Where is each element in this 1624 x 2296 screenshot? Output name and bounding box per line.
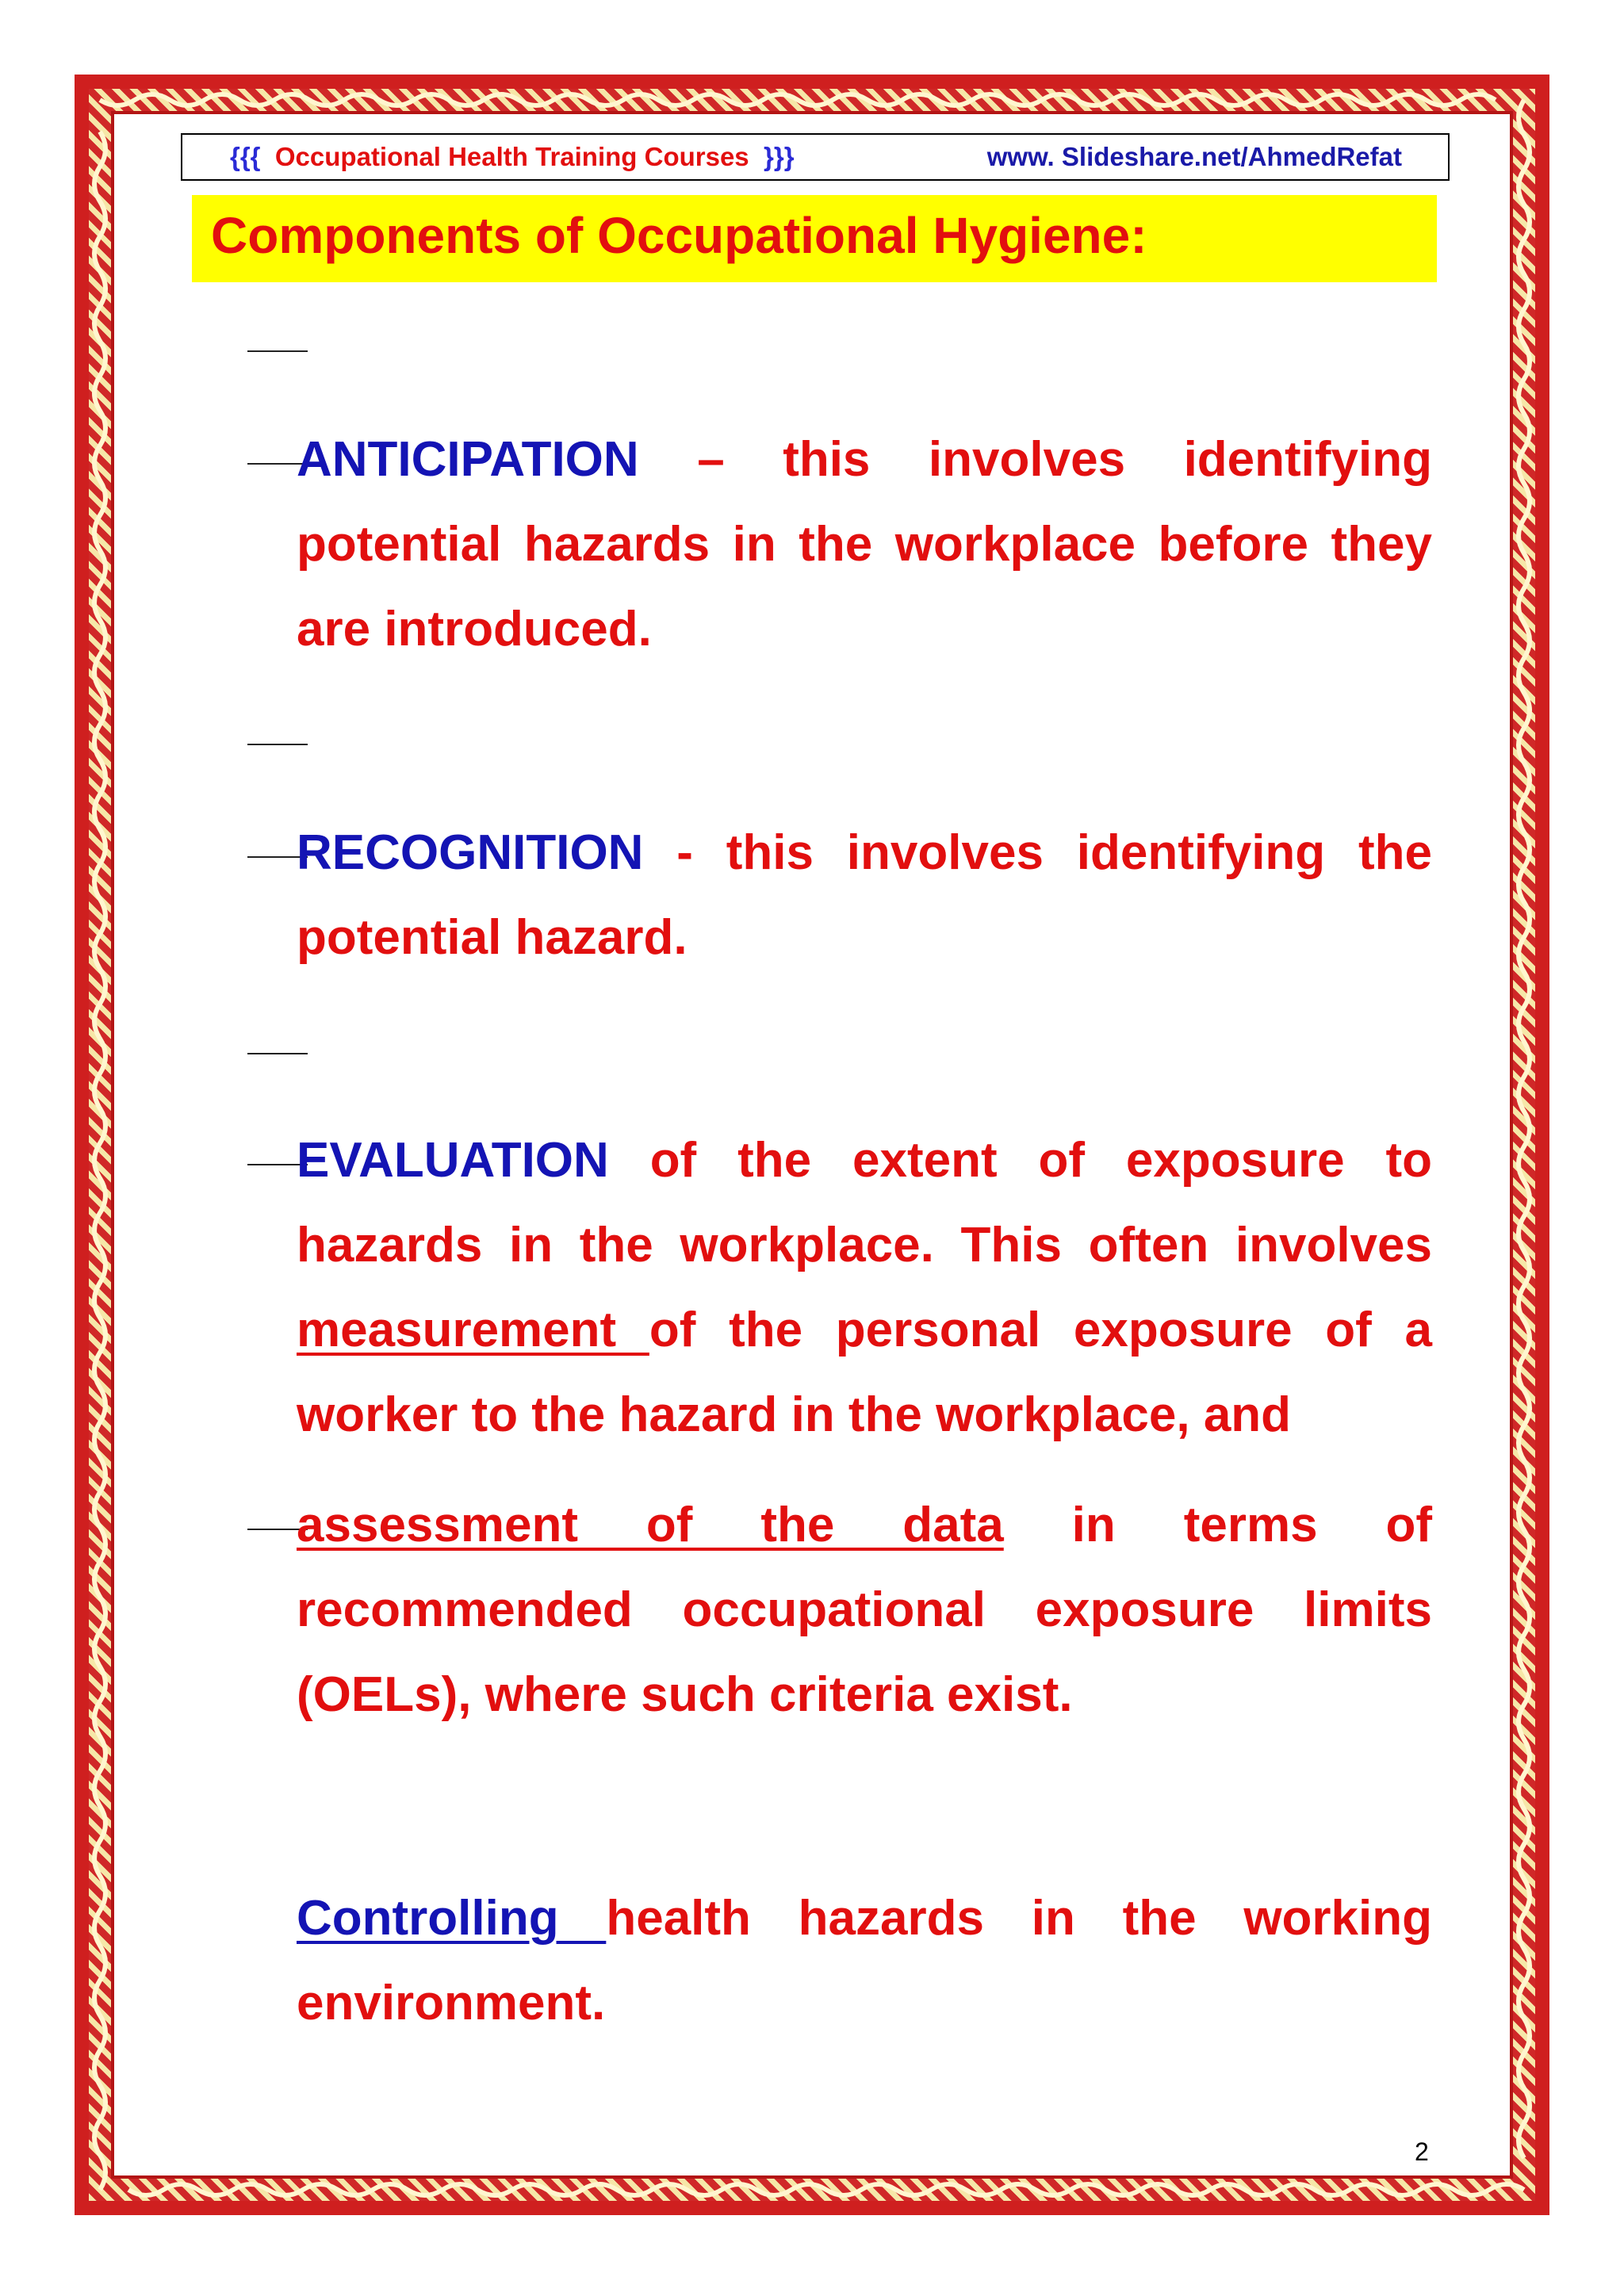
header-close-braces: }}} [764, 142, 795, 171]
assessment-text: in terms of recommended occupational exposure limits (OELs), where such criteria exist. [297, 1498, 1432, 1722]
evaluation-text: of the extent of exposure to hazards in the workplace. This often involves [297, 1133, 1432, 1272]
list-dash [247, 744, 308, 745]
list-dash [247, 1053, 308, 1054]
measurement-term: measurement [297, 1303, 649, 1357]
header-course-name: Occupational Health Training Courses [274, 142, 749, 171]
controlling-text: health hazards in the working environment. [297, 1891, 1433, 2030]
anticipation-keyword: ANTICIPATION [297, 432, 639, 487]
border-wave-segment [94, 132, 105, 2190]
page-title: Components of Occupational Hygiene: [211, 207, 1147, 264]
border-wave-segment [100, 94, 1496, 105]
assessment-paragraph [297, 1483, 1432, 1737]
header-open-braces: {{{ [230, 142, 261, 171]
recognition-text: - this involves identifying the potential hazard. [297, 825, 1432, 965]
title-highlight [192, 195, 1437, 282]
anticipation-paragraph [297, 417, 1432, 672]
list-dash [247, 350, 308, 352]
border-wave-segment [128, 2184, 1524, 2195]
header-website: www. Slideshare.net/AhmedRefat [986, 142, 1402, 171]
page-number: 2 [1415, 2137, 1429, 2166]
recognition-keyword: RECOGNITION [297, 825, 644, 880]
recognition-paragraph [297, 810, 1432, 980]
header-bar [181, 133, 1450, 181]
evaluation-text-continued: of the personal exposure of a worker to the hazard in the workplace, and [297, 1303, 1432, 1442]
evaluation-keyword: EVALUATION [297, 1133, 609, 1188]
controlling-paragraph [297, 1876, 1432, 2045]
assessment-term: assessment of the data [297, 1498, 1004, 1552]
header-course-title [230, 142, 795, 172]
border-wave-segment [1519, 100, 1530, 2158]
controlling-keyword: Controlling [297, 1891, 607, 1946]
anticipation-text: – this involves identifying potential hazards in the workplace before they are introduced. [297, 432, 1432, 656]
evaluation-paragraph [297, 1118, 1432, 1457]
